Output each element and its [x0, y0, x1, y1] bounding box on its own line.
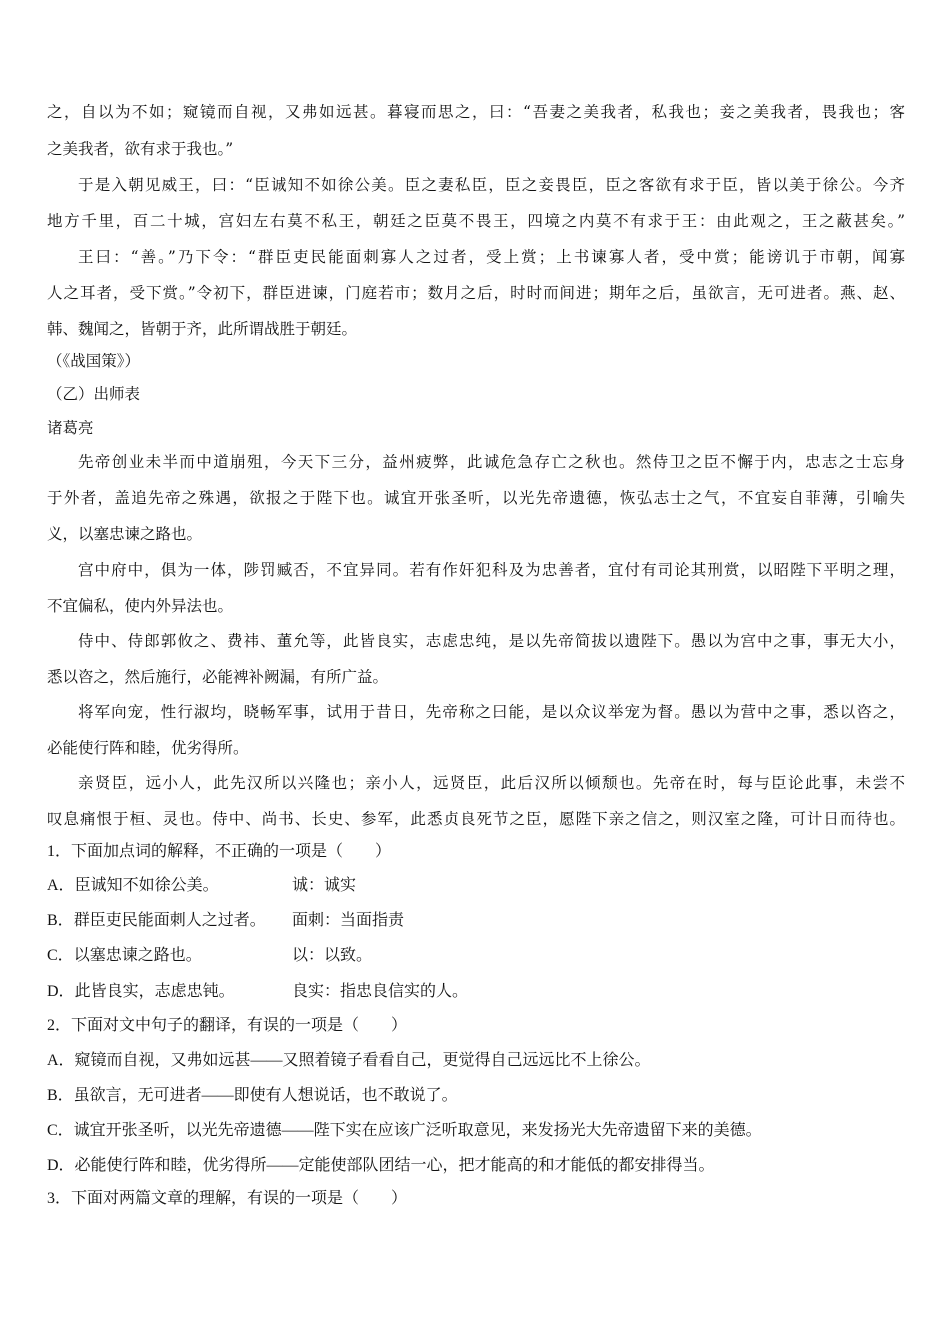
text-line: 宫中府中，俱为一体，陟罚臧否，不宜异同。若有作奸犯科及为忠善者，宜付有司论其刑赏，以昭陛下平明之理， — [78, 561, 905, 579]
source-citation: （《战国策》） — [47, 352, 141, 370]
option-text: 臣诚知不如徐公美。 — [74, 877, 219, 894]
option-text: 以塞忠谏之路也。 — [73, 947, 202, 964]
option-gloss: 以：以致。 — [292, 947, 373, 964]
option-d — [47, 980, 469, 1004]
option-gloss: 良实：指忠良信实的人。 — [292, 983, 469, 1000]
text-line: 义，以塞忠谏之路也。 — [47, 525, 203, 543]
text-line: 地方千里，百二十城，宫妇左右莫不私王，朝廷之臣莫不畏王，四境之内莫不有求于王：由此观之，王之蔽甚矣。” — [47, 212, 905, 230]
option-d: D．必能使行阵和睦，优劣得所——定能使部队团结一心，把才能高的和才能低的都安排得当。 — [47, 1157, 715, 1174]
option-a: A．窥镜而自视，又弗如远甚——又照着镜子看看自己，更觉得自己远远比不上徐公。 — [47, 1052, 651, 1069]
question-stem: 2．下面对文中句子的翻译，有误的一项是（ ） — [47, 1017, 408, 1034]
text-line: 将军向宠，性行淑均，晓畅军事，试用于昔日，先帝称之曰能，是以众议举宠为督。愚以为营中之事，悉以咨之， — [78, 703, 905, 721]
option-gloss: 诚：诚实 — [292, 877, 357, 894]
text-line: 于是入朝见威王，曰：“臣诚知不如徐公美。臣之妻私臣，臣之妾畏臣，臣之客欲有求于臣，皆以美于徐公。今齐 — [78, 176, 905, 194]
question-stem: 3．下面对两篇文章的理解，有误的一项是（ ） — [47, 1190, 408, 1207]
option-text: 此皆良实，志虑忠钝。 — [74, 983, 235, 1000]
text-line: 必能使行阵和睦，优劣得所。 — [47, 739, 249, 757]
option-label: A． — [47, 877, 75, 894]
option-b — [47, 909, 405, 933]
text-line: 侍中、侍郎郭攸之、费祎、董允等，此皆良实，志虑忠纯，是以先帝简拔以遗陛下。愚以为宫中之事，事无大小， — [78, 632, 905, 650]
text-line: 人之耳者，受下赏。”令初下，群臣进谏，门庭若市；数月之后，时时而间进；期年之后，虽欲言，无可进者。燕、赵、 — [47, 284, 905, 302]
option-b: B．虽欲言，无可进者——即使有人想说话，也不敢说了。 — [47, 1087, 458, 1104]
option-label: C． — [47, 947, 74, 964]
text-line: 先帝创业未半而中道崩殂，今天下三分，益州疲弊，此诚危急存亡之秋也。然侍卫之臣不懈于内，忠志之士忘身 — [78, 453, 905, 471]
option-label: D． — [47, 983, 75, 1000]
text-line: 韩、魏闻之，皆朝于齐，此所谓战胜于朝廷。 — [47, 320, 358, 338]
question-stem: 1．下面加点词的解释，不正确的一项是（ ） — [47, 843, 392, 860]
option-c: C．诚宜开张圣听，以光先帝遗德——陛下实在应该广泛听取意见，来发扬光大先帝遗留下来的美德。 — [47, 1122, 762, 1139]
text-line: 悉以咨之，然后施行，必能裨补阙漏，有所广益。 — [47, 668, 389, 686]
text-line: 于外者，盖追先帝之殊遇，欲报之于陛下也。诚宜开张圣听，以光先帝遗德，恢弘志士之气，不宜妄自菲薄，引喻失 — [47, 489, 905, 507]
passage-heading: （乙）出师表 — [47, 385, 141, 403]
text-line: 叹息痛恨于桓、灵也。侍中、尚书、长史、参军，此悉贞良死节之臣，愿陛下亲之信之，则汉室之隆，可计日而待也。 — [47, 810, 905, 828]
text-line: 王曰：“善。”乃下令：“群臣吏民能面刺寡人之过者，受上赏；上书谏寡人者，受中赏；能谤讥于市朝，闻寡 — [78, 248, 905, 266]
option-text: 群臣吏民能面刺人之过者。 — [73, 912, 266, 929]
text-line: 之美我者，欲有求于我也。” — [47, 140, 234, 158]
option-a — [47, 874, 357, 898]
text-line: 亲贤臣，远小人，此先汉所以兴隆也；亲小人，远贤臣，此后汉所以倾颓也。先帝在时，每与臣论此事，未尝不 — [78, 774, 905, 792]
passage-author: 诸葛亮 — [47, 419, 94, 437]
option-label: B． — [47, 912, 74, 929]
option-c — [47, 944, 373, 968]
text-line: 不宜偏私，使内外异法也。 — [47, 597, 234, 615]
option-gloss: 面刺：当面指责 — [292, 912, 405, 929]
text-line: 之，自以为不如；窥镜而自视，又弗如远甚。暮寝而思之，曰：“吾妻之美我者，私我也；妾之美我者，畏我也；客 — [47, 103, 905, 121]
